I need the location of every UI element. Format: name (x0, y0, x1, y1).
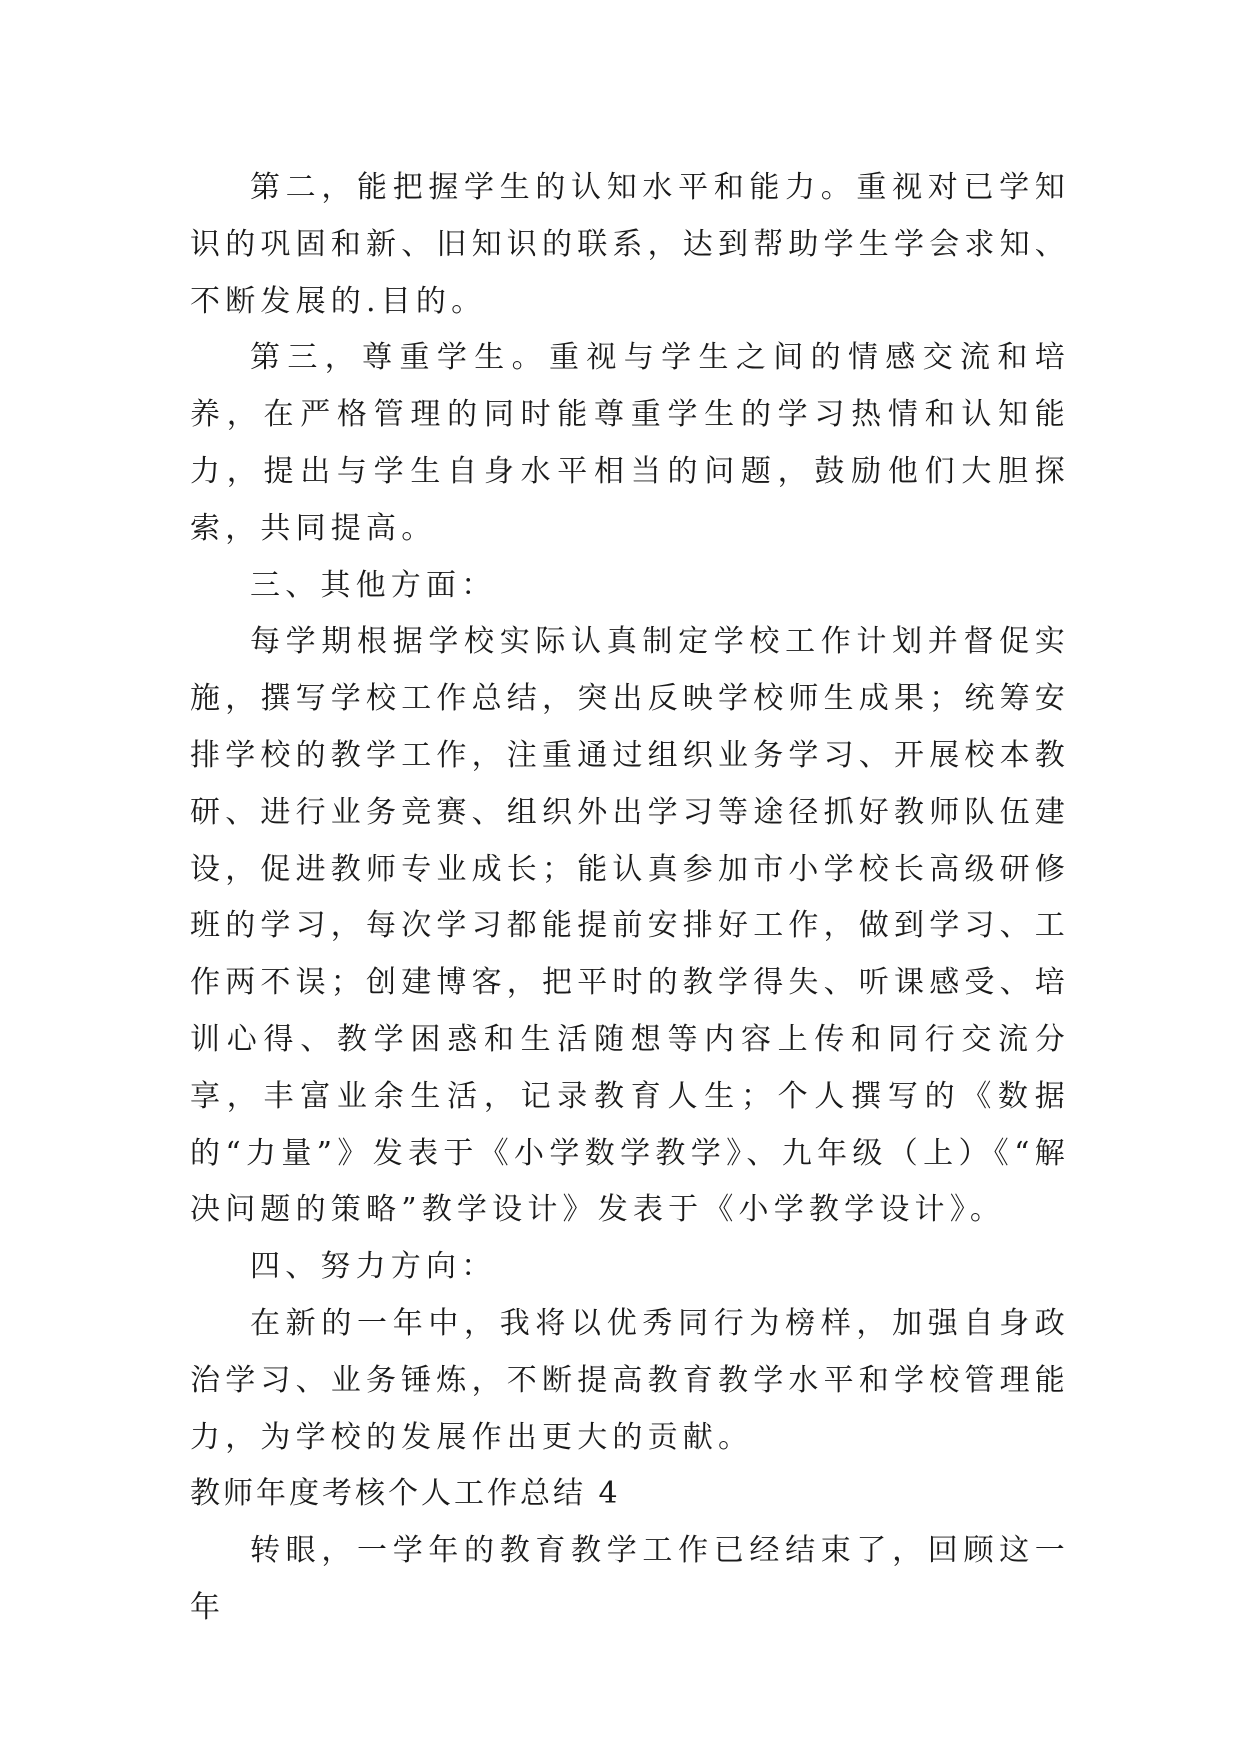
article-title: 教师年度考核个人工作总结 4 (190, 1476, 621, 1512)
paragraph-cognition: 第二，能把握学生的认知水平和能力。重视对已学知识的巩固和新、旧知识的联系，达到帮助学生学会求知、不断发展的.目的。 (190, 170, 1070, 319)
section-heading-other: 三、其他方面： (250, 567, 497, 603)
paragraph-school-work: 每学期根据学校实际认真制定学校工作计划并督促实施，撰写学校工作总结，突出反映学校师生成果；统筹安排学校的教学工作，注重通过组织业务学习、开展校本教研、进行业务竞赛、组织外出学习等途径抓好教师队伍建设，促进教师专业成长；能认真参加市小学校长高级研修班的学习，每次学习都能提前安排好工作，做到学习、工作两不误；创建博客，把平时的教学得失、听课感受、培训心得、教学困惑和生活随想等内容上传和同行交流分享，丰富业余生活，记录教育人生；个人撰写的《数据的“力量”》发表于《小学数学教学》、九年级（上）《“解决问题的策略”教学设计》发表于《小学教学设计》。 (190, 624, 1070, 1228)
paragraph-intro: 转眼，一学年的教育教学工作已经结束了，回顾这一年 (190, 1533, 1070, 1625)
paragraph-new-year: 在新的一年中，我将以优秀同行为榜样，加强自身政治学习、业务锤炼，不断提高教育教学水平和学校管理能力，为学校的发展作出更大的贡献。 (190, 1305, 1070, 1455)
section-heading-direction: 四、努力方向： (250, 1249, 497, 1285)
paragraph-respect-students: 第三，尊重学生。重视与学生之间的情感交流和培养，在严格管理的同时能尊重学生的学习热情和认知能力，提出与学生自身水平相当的问题，鼓励他们大胆探索，共同提高。 (190, 340, 1070, 546)
document-body (190, 160, 1070, 1637)
